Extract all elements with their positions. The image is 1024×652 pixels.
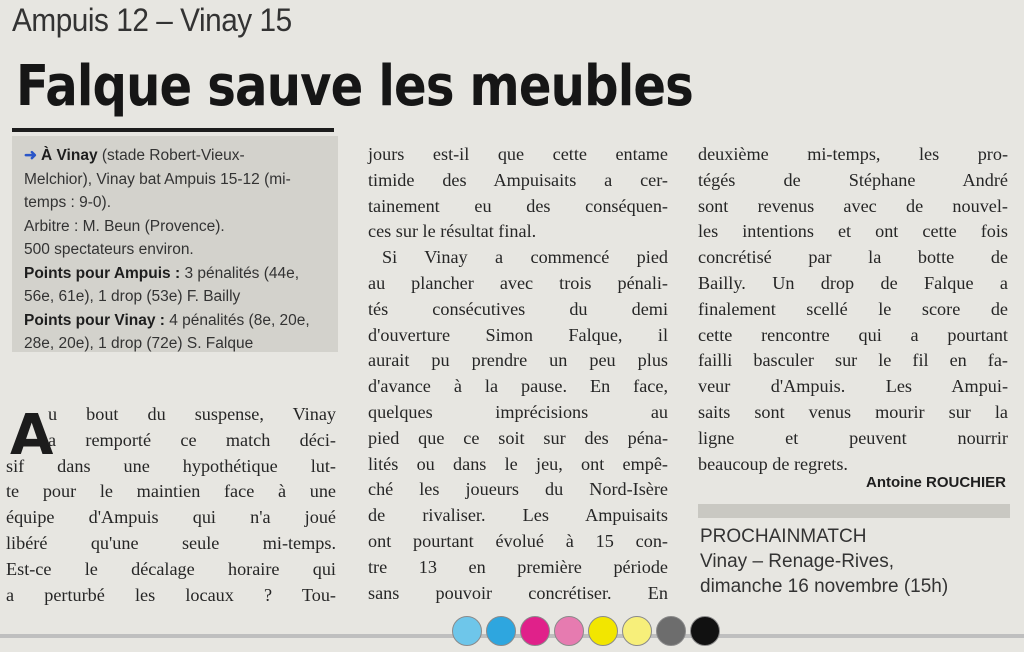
info-location: À Vinay (41, 147, 98, 164)
points-vinay-label: Points pour Vinay : (24, 311, 165, 329)
text-line: lités ou dans le jeu, ont empê- (368, 453, 668, 474)
text-line: ligne et peuvent nourrir (698, 427, 1008, 448)
next-match-rule (698, 504, 1010, 518)
match-score-kicker: Ampuis 12 – Vinay 15 (12, 2, 292, 38)
text-line: Bailly. Un drop de Falque a (698, 272, 1008, 293)
text-line: deuxième mi-temps, les pro- (698, 144, 1008, 164)
text-line: tainement eu des conséquen- (368, 195, 668, 216)
next-match-teams: Vinay – Renage-Rives, (700, 551, 894, 572)
text-line: Est-ce le décalage horaire qui (6, 558, 336, 579)
headline: Falque sauve les meubles (16, 54, 693, 119)
info-line: 56e, 61e), 1 drop (53e) F. Bailly (24, 288, 241, 305)
text-line: au plancher avec trois pénali- (368, 272, 668, 293)
text-line: veur d'Ampuis. Les Ampui- (698, 376, 1008, 397)
article-column-2 (368, 142, 668, 606)
text-line: ces sur le résultat final. (368, 221, 537, 242)
next-match-title: PROCHAINMATCH (700, 526, 867, 547)
text-line: u bout du suspense, Vinay (48, 404, 336, 424)
text-line: pied que ce soit sur des péna- (368, 427, 668, 448)
text-line: concrétisé par la botte de (698, 247, 1008, 268)
color-swatch (622, 616, 652, 646)
text-line: tés consécutives du demi (368, 298, 668, 319)
next-match-box (700, 524, 1010, 599)
headline-rule (12, 128, 334, 132)
text-line: équipe d'Ampuis qui n'a joué (6, 507, 336, 528)
info-line: Melchior), Vinay bat Ampuis 15-12 (mi- (24, 170, 291, 188)
color-swatch (554, 616, 584, 646)
text-line: sif dans une hypothétique lut- (6, 455, 336, 476)
color-swatch (656, 616, 686, 646)
color-swatch (690, 616, 720, 646)
print-color-swatches (452, 616, 720, 650)
text-line: sont revenus avec de nouvel- (698, 195, 1008, 216)
info-attendance: 500 spectateurs environ. (24, 241, 194, 258)
text-line: ché les joueurs du Nord-Isère (368, 479, 668, 500)
points-ampuis: 3 pénalités (44e, (180, 264, 300, 282)
info-venue: (stade Robert-Vieux- (97, 147, 245, 164)
text-line: quelques imprécisions au (368, 401, 668, 422)
article-column-1 (6, 402, 336, 608)
points-ampuis-label: Points pour Ampuis : (24, 264, 181, 282)
text-line: finalement scellé le score de (698, 298, 1008, 319)
text-line: d'avance à la pause. En face, (368, 376, 668, 397)
text-line: d'ouverture Simon Falque, il (368, 324, 668, 345)
color-swatch (486, 616, 516, 646)
text-line: te pour le maintien face à une (6, 481, 336, 502)
next-match-date: dimanche 16 novembre (15h) (700, 576, 949, 597)
text-line: tégés de Stéphane André (698, 169, 1008, 190)
text-line: a remporté ce match déci- (48, 429, 336, 450)
text-line: jours est-il que cette entame (368, 144, 668, 164)
color-swatch (588, 616, 618, 646)
text-line: libéré qu'une seule mi-temps. (6, 532, 336, 553)
text-line: cette rencontre qui a pourtant (698, 324, 1008, 345)
text-line: de rivaliser. Les Ampuisaits (368, 505, 668, 526)
article-column-3 (698, 142, 1008, 477)
text-line: failli basculer sur le fil en fa- (698, 350, 1008, 371)
text-line: sans pouvoir concrétiser. En (368, 582, 668, 603)
arrow-icon: ➜ (24, 147, 37, 164)
text-line: tre 13 en première période (368, 556, 668, 577)
color-swatch (452, 616, 482, 646)
text-line: aurait pu prendre un peu plus (368, 350, 668, 371)
match-info (24, 144, 344, 356)
points-vinay: 4 pénalités (8e, 20e, (164, 311, 310, 329)
info-line: temps : 9-0). (24, 194, 111, 211)
text-line: Si Vinay a commencé pied (382, 247, 668, 268)
text-line: a perturbé les locaux ? Tou- (6, 584, 336, 605)
info-referee: Arbitre : M. Beun (Provence). (24, 217, 225, 235)
text-line: ont pourtant évolué à 15 con- (368, 530, 668, 551)
info-line: 28e, 20e), 1 drop (72e) S. Falque (24, 335, 254, 352)
color-swatch (520, 616, 550, 646)
drop-cap: A (10, 403, 54, 468)
text-line: beaucoup de regrets. (698, 453, 848, 474)
text-line: timide des Ampuisaits a cer- (368, 169, 668, 190)
author-byline: Antoine ROUCHIER (866, 474, 1006, 491)
text-line: les intentions et ont cette fois (698, 221, 1008, 242)
text-line: saits sont venus mourir sur la (698, 401, 1008, 422)
